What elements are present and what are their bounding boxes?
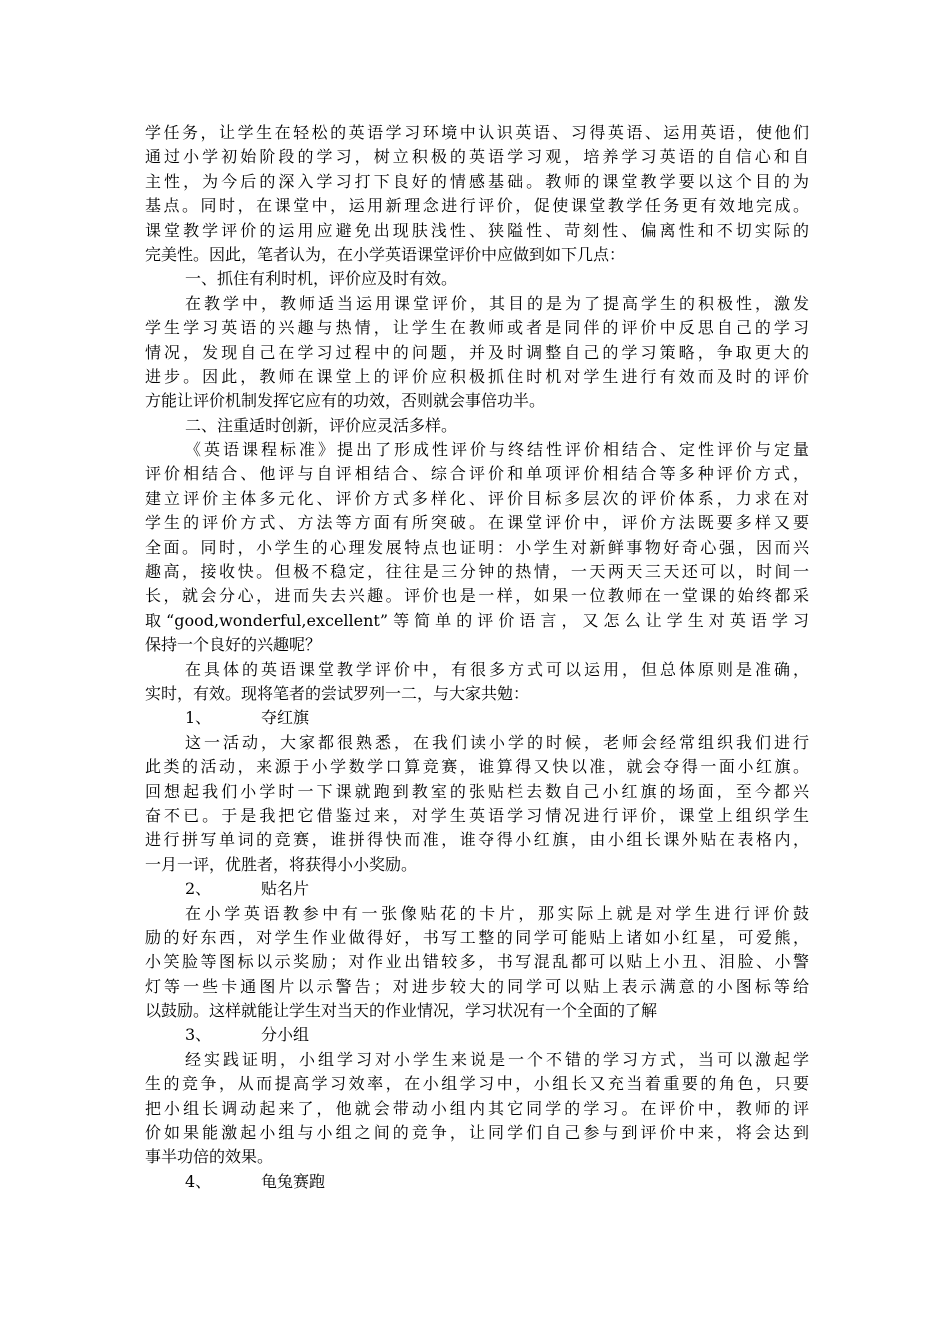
text-line: 课堂教学评价的运用应避免出现肤浅性、狭隘性、苛刻性、偏离性和不切实际的 [145, 220, 809, 240]
text-line: 生的竞争，从而提高学习效率，在小组学习中，小组长又充当着重要的角色，只要 [145, 1074, 809, 1094]
text-line: 情况，发现自己在学习过程中的问题，并及时调整自己的学习策略，争取更大的 [145, 342, 809, 362]
list-item-heading [145, 706, 809, 730]
text-line: 趣高，接收快。但极不稳定，往往是三分钟的热情，一天两天三天还可以，时间一 [145, 562, 809, 582]
text-line: 评价相结合、他评与自评相结合、综合评价和单项评价相结合等多种评价方式， [145, 464, 809, 484]
list-item-heading [145, 1170, 809, 1194]
text-line: 价如果能激起小组与小组之间的竞争，让同学们自己参与到评价中来，将会达到 [145, 1123, 809, 1143]
text-line: 此类的活动，来源于小学数学口算竞赛，谁算得又快以准，就会夺得一面小红旗。 [145, 757, 809, 777]
list-item-heading [145, 877, 809, 901]
text-line: 回想起我们小学时一下课就跑到教室的张贴栏去数自己小红旗的场面，至今都兴 [145, 781, 809, 801]
text-line: 通过小学初始阶段的学习，树立积极的英语学习观，培养学习英语的自信心和自 [145, 147, 809, 167]
document-body [145, 121, 809, 1194]
text-line: 在具体的英语课堂教学评价中，有很多方式可以运用，但总体原则是准确， [185, 659, 809, 679]
text-line: 《英语课程标准》提出了形成性评价与终结性评价相结合、定性评价与定量 [185, 440, 809, 460]
text-line: 在教学中，教师适当运用课堂评价，其目的是为了提高学生的积极性，激发 [185, 293, 809, 313]
list-item-title: 分小组 [261, 1025, 310, 1045]
list-item-heading [145, 1023, 809, 1047]
list-item-number: 3、 [185, 1025, 212, 1045]
text-line: 经实践证明，小组学习对小学生来说是一个不错的学习方式，当可以激起学 [185, 1049, 809, 1069]
text-line: 完美性。因此，笔者认为，在小学英语课堂评价中应做到如下几点： [145, 244, 626, 264]
text-line: 奋不已。于是我把它借鉴过来，对学生英语学习情况进行评价，课堂上组织学生 [145, 805, 809, 825]
list-item-title: 龟兔赛跑 [261, 1171, 326, 1191]
text-line: 实时，有效。现将笔者的尝试罗列一二，与大家共勉： [145, 683, 530, 703]
list-item-number: 4、 [185, 1171, 212, 1191]
text-line: 学生学习英语的兴趣与热情，让学生在教师或者是同伴的评价中反思自己的学习 [145, 318, 809, 338]
section-heading: 一、抓住有利时机，评价应及时有效。 [185, 269, 458, 289]
text-line: 学任务，让学生在轻松的英语学习环境中认识英语、习得英语、运用英语，使他们 [145, 123, 809, 142]
text-line: 基点。同时，在课堂中，运用新理念进行评价，促使课堂教学任务更有效地完成。 [145, 196, 809, 216]
text-line: 取“good,wonderful,excellent”等简单的评价语言，又怎么让学生对英语学习 [145, 610, 809, 630]
list-item-title: 夺红旗 [261, 708, 310, 728]
text-line: 进行拼写单词的竞赛，谁拼得快而准，谁夺得小红旗，由小组长课外贴在表格内， [145, 830, 809, 850]
text-line: 保持一个良好的兴趣呢？ [145, 635, 322, 655]
list-item-number: 2、 [185, 879, 212, 899]
text-line: 学生的评价方式、方法等方面有所突破。在课堂评价中，评价方法既要多样又要 [145, 513, 809, 533]
text-line: 全面。同时，小学生的心理发展特点也证明：小学生对新鲜事物好奇心强，因而兴 [145, 537, 809, 557]
text-line: 在小学英语教参中有一张像贴花的卡片，那实际上就是对学生进行评价鼓 [185, 903, 809, 923]
text-line: 灯等一些卡通图片以示警告；对进步较大的同学可以贴上表示满意的小图标等给 [145, 976, 809, 996]
section-heading: 二、注重适时创新，评价应灵活多样。 [185, 415, 458, 435]
text-line: 事半功倍的效果。 [145, 1147, 274, 1167]
text-line: 主性，为今后的深入学习打下良好的情感基础。教师的课堂教学要以这个目的为 [145, 171, 809, 191]
text-line: 进步。因此，教师在课堂上的评价应积极抓住时机对学生进行有效而及时的评价 [145, 366, 809, 386]
text-line: 这一活动，大家都很熟悉，在我们读小学的时候，老师会经常组织我们进行 [185, 732, 809, 752]
text-line: 建立评价主体多元化、评价方式多样化、评价目标多层次的评价体系，力求在对 [145, 488, 809, 508]
list-item-number: 1、 [185, 708, 212, 728]
text-line: 方能让评价机制发挥它应有的功效，否则就会事倍功半。 [145, 391, 546, 411]
text-line: 把小组长调动起来了，他就会带动小组内其它同学的学习。在评价中，教师的评 [145, 1098, 809, 1118]
text-line: 以鼓励。这样就能让学生对当天的作业情况，学习状况有一个全面的了解 [145, 1001, 658, 1021]
list-item-title: 贴名片 [261, 879, 310, 899]
text-line: 一月一评，优胜者，将获得小小奖励。 [145, 854, 418, 874]
text-line: 小笑脸等图标以示奖励；对作业出错较多，书写混乱都可以贴上小丑、泪脸、小警 [145, 952, 809, 972]
text-line: 长，就会分心，进而失去兴趣。评价也是一样，如果一位教师在一堂课的始终都采 [145, 586, 809, 606]
text-line: 励的好东西，对学生作业做得好，书写工整的同学可能贴上诸如小红星，可爱熊， [145, 927, 809, 947]
